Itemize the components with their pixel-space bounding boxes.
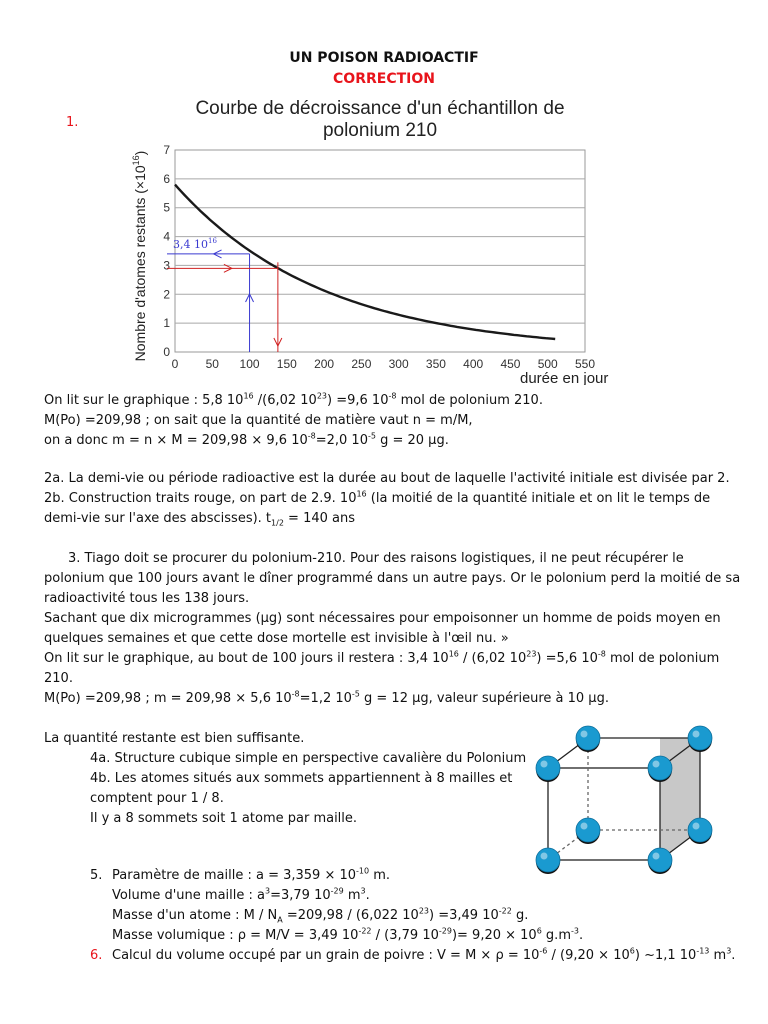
y-tick-label: 3 — [163, 258, 170, 273]
atom — [688, 818, 712, 842]
atom — [576, 818, 600, 842]
p5-line1: Paramètre de maille : $a = 3,359 \times 10^{-10}$ m. — [112, 866, 391, 883]
p3-line7: 210. — [44, 671, 73, 686]
x-tick-label: 200 — [314, 357, 335, 371]
chart-x-tick-labels — [172, 357, 596, 371]
p4a: 4a. Structure cubique simple en perspective cavalière du Polonium — [90, 751, 527, 766]
atom — [648, 848, 672, 872]
p5-label: 5. — [90, 868, 103, 883]
y-axis-label-close: ) — [132, 150, 148, 156]
atom — [648, 756, 672, 780]
decay-chart — [125, 140, 645, 385]
chart-title-line1: Courbe de décroissance d'un échantillon de — [195, 98, 565, 119]
atom-highlight — [653, 853, 660, 860]
p4b-line3: Il y a 8 sommets soit 1 atome par maille. — [90, 811, 358, 826]
chart-grid — [175, 150, 585, 352]
p3-line3: radioactivité tous les 138 jours. — [44, 591, 250, 606]
p2a: 2a. La demi-vie ou période radioactive est la durée au bout de laquelle l'activité initiale est divisée par 2. — [44, 471, 730, 486]
p5-line3: Masse d'un atome : $M / N_A =209,98 / (6,022$ $10^{23}) =3,49$ $10^{-22}$ g. — [112, 906, 529, 925]
chart-title — [170, 98, 590, 142]
x-tick-label: 100 — [239, 357, 260, 371]
y-tick-label: 5 — [163, 200, 170, 215]
atom — [536, 756, 560, 780]
p5-line2: Volume d'une maille : $a^3=3,79$ $10^{-29}$ $m^3$. — [112, 886, 370, 903]
annotation-label-exponent: 16 — [208, 236, 217, 245]
p3-line6: On lit sur le graphique, au bout de 100 jours il restera : 3,4 $10^{16} / (6,02$ $10^{23}) =5,6$ $10^{-8}$ mol de polonium — [44, 649, 720, 666]
x-tick-label: 250 — [351, 357, 372, 371]
y-tick-label: 6 — [163, 171, 170, 186]
y-axis-label: Nombre d'atomes restants $(\times 10^{16})$ — [131, 150, 148, 362]
atom — [536, 848, 560, 872]
y-tick-label: 4 — [163, 229, 170, 244]
document-subtitle: CORRECTION — [333, 71, 435, 87]
p3-line5: quelques semaines et que cette dose mortelle est invisible à l'œil nu. » — [44, 631, 509, 646]
y-axis-label-exponent: 16 — [131, 155, 141, 166]
chart-y-tick-labels — [163, 143, 170, 359]
atom-highlight — [581, 731, 588, 738]
document-title: UN POISON RADIOACTIF — [289, 50, 479, 66]
y-tick-label: 2 — [163, 287, 170, 302]
x-tick-label: 150 — [276, 357, 297, 371]
x-tick-label: 500 — [537, 357, 558, 371]
y-tick-label: 1 — [163, 316, 170, 331]
p2b-line1: 2b. Construction traits rouge, on part de 2.9. $10^{16}$ (la moitié de la quantité initiale et on lit le temps de — [44, 489, 711, 506]
p3-line1: 3. Tiago doit se procurer du polonium-210. Pour des raisons logistiques, il ne peut récupérer le — [68, 551, 684, 566]
x-tick-label: 50 — [205, 357, 219, 371]
annotation-label: 3,4 $10^{16}$ — [173, 236, 217, 251]
p6-line: Calcul du volume occupé par un grain de poivre : $V = M \times \rho = 10^{-6} / (9,20 \times 10^6)$ ~1,1 $10^{-13}$ $m^3$. — [112, 946, 736, 963]
p3-line8: M(Po) =209,98 ; m = 209,98 × 5,6 $10^{-8}=1,2$ $10^{-5}$ g = 12 μg, valeur supérieure à 10 μg. — [44, 689, 609, 706]
atom-highlight — [653, 761, 660, 768]
p2b-line2: demi-vie sur l'axe des abscisses). $t_{1/2} = 140$ ans — [44, 511, 355, 528]
section-1-label: 1. — [66, 115, 79, 130]
x-tick-label: 0 — [171, 357, 179, 371]
p1-line3: on a donc m = n × M = 209,98 × 9,6 $10^{-8}=2,0$ $10^{-5}$ g = 20 μg. — [44, 431, 449, 448]
p3-line2: polonium que 100 jours avant le dîner programmé dans un autre pays. Or le polonium perd la moitié de sa — [44, 571, 741, 586]
p4b-line1: 4b. Les atomes situés aux sommets appartiennent à 8 mailles et — [90, 771, 513, 786]
p4b-line2: comptent pour 1 / 8. — [90, 791, 224, 806]
atom — [688, 726, 712, 750]
atom — [576, 726, 600, 750]
x-axis-label: durée en jour — [520, 370, 609, 385]
x-tick-label: 400 — [463, 357, 484, 371]
cubic-structure-diagram — [532, 708, 732, 888]
x-tick-label: 350 — [425, 357, 446, 371]
x-tick-label: 550 — [574, 357, 596, 371]
p6-label: 6. — [90, 948, 103, 963]
p1-line1: On lit sur le graphique : 5,8 $10^{16}$ /(6,02 $10^{23}) =9,6$ $10^{-8}$ mol de polonium 210. — [44, 391, 543, 408]
x-tick-label: 450 — [500, 357, 521, 371]
p5-line4: Masse volumique : ρ = M/V = 3,49 $10^{-22} / (3,79$ $10^{-29})= 9,20 \times 10^6$ $g.m^{-3}$. — [112, 926, 584, 943]
y-tick-label: 0 — [163, 345, 170, 359]
atom-highlight — [693, 731, 700, 738]
plot-frame — [175, 150, 585, 352]
atom-highlight — [541, 761, 548, 768]
atom-highlight — [541, 853, 548, 860]
chart-title-line2: polonium 210 — [322, 120, 438, 141]
atom-highlight — [581, 823, 588, 830]
y-tick-label: 7 — [163, 143, 170, 157]
p1-line2: M(Po) =209,98 ; on sait que la quantité de matière vaut n = m/M, — [44, 413, 473, 428]
x-tick-label: 300 — [388, 357, 409, 371]
p3-line9: La quantité restante est bien suffisante. — [44, 731, 305, 746]
p3-line4: Sachant que dix microgrammes (μg) sont nécessaires pour empoisonner un homme de poids moyen en — [44, 611, 721, 626]
atom-highlight — [693, 823, 700, 830]
